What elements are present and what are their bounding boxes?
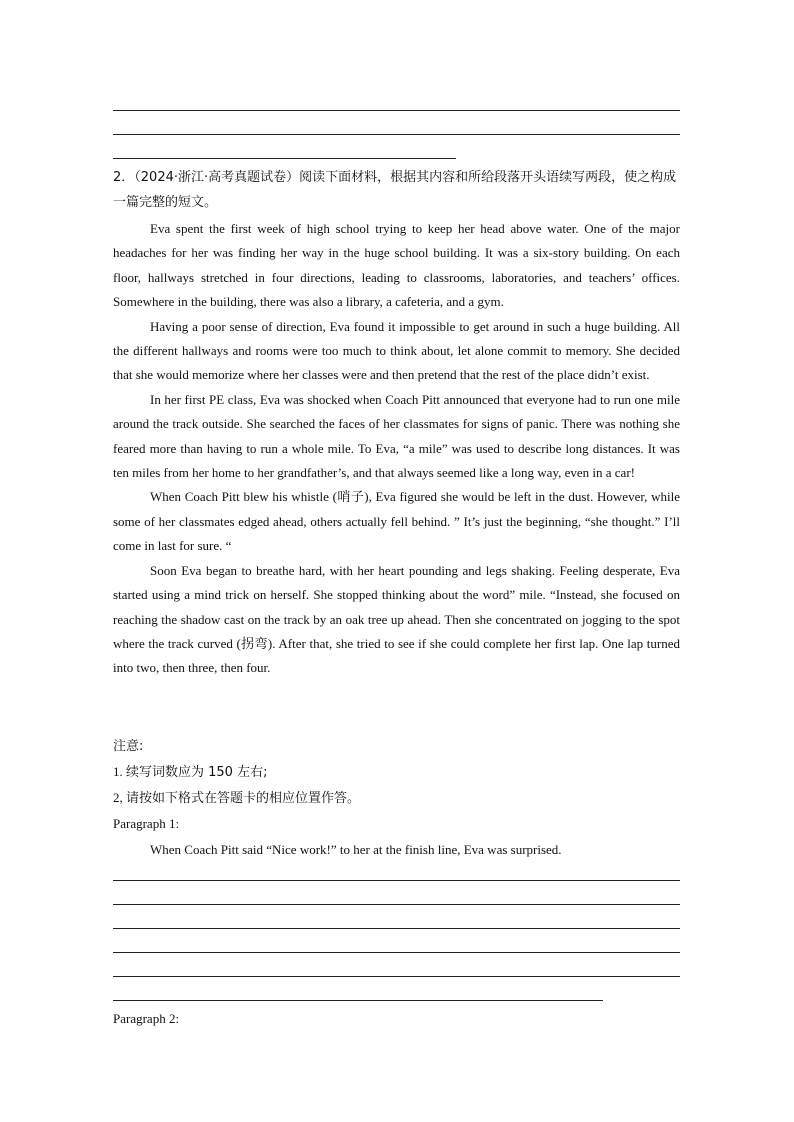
answer-line[interactable] [113,880,680,881]
answer-line [113,110,680,111]
answer-line[interactable] [113,952,680,953]
note-number: 1. [113,764,126,779]
notes-heading: 注意: [113,739,144,754]
passage-paragraph: In her first PE class, Eva was shocked when Coach Pitt announced that everyone had to run one mile around the track outside. She searched the faces of her classmates for signs of panic. There was nothing she feared more than having to run a whole mile. To Eva, “a mile” was used to describe long distances. It was ten miles from her home to her grandfather’s, and that always seemed like a long way, even in a car! [113,391,680,481]
notes-section [113,734,680,836]
note-item [113,759,680,785]
paragraph1-opening: When Coach Pitt said “Nice work!” to her at the finish line, Eva was surprised. [150,842,562,857]
passage-paragraph: Having a poor sense of direction, Eva found it impossible to get around in such a huge building. All the different hallways and rooms were too much to think about, let alone commit to memory. She decided that she would memorize where her classes were and then pretend that the rest of the place didn’t exist. [113,318,680,383]
answer-line[interactable] [113,928,680,929]
answer-line [113,134,680,135]
passage-paragraph: Soon Eva began to breathe hard, with her heart pounding and legs shaking. Feeling desperate, Eva started using a mind trick on herself. She stopped thinking about the word” mile. “Instead, she focused on reaching the shadow cast on the track by an oak tree up ahead. Then she concentrated on jogging to the spot where the track curved (拐弯). After that, she tried to see if she could complete her first lap. One lap turned into two, then three, then four. [113,562,680,676]
note-number: 2, [113,790,126,805]
note-text: 请按如下格式在答题卡的相应位置作答。 [126,791,361,806]
note-item [113,785,680,811]
passage-paragraph: Eva spent the first week of high school trying to keep her head above water. One of the major headaches for her was finding her way in the huge school building. It was a six-story building. On each floor, hallways stretched in four directions, leading to classrooms, laboratories, and teachers’ offices. Somewhere in the building, there was also a library, a cafeteria, and a gym. [113,221,680,310]
answer-line[interactable] [113,1000,603,1001]
paragraph1-label: Paragraph 1: [113,816,180,831]
answer-line [113,158,456,159]
reading-passage [113,217,680,681]
question-number: 2． [113,170,135,185]
paragraph2-label: Paragraph 2: [113,1011,180,1026]
answer-line[interactable] [113,904,680,905]
passage-paragraph: When Coach Pitt blew his whistle (哨子), Eva figured she would be left in the dust. However, while some of her classmates edged ahead, others actually fell behind. ” It’s just the beginning, “she thought.” I’ll come in last for sure. “ [113,489,681,554]
answer-line[interactable] [113,976,680,977]
question-title [113,166,683,215]
question-instruction: （2024·浙江·高考真题试卷）阅读下面材料，根据其内容和所给段落开头语续写两段，使之构成一篇完整的短文。 [113,170,677,210]
note-text: 续写词数应为 150 左右; [126,765,268,780]
